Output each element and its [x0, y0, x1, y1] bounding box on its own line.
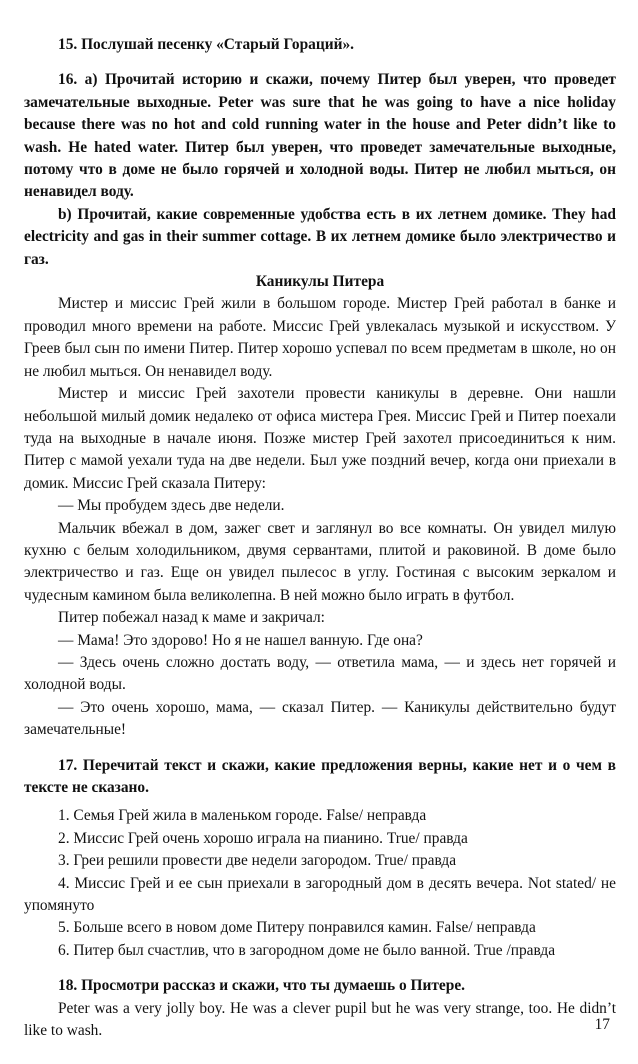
exercise-16b: b) Прочитай, какие современные удобства есть в их летнем домике. They had electricity and gas in their summer cottage. В их летнем домике было электричество и газ.	[24, 205, 616, 268]
exercise-17-item: 6. Питер был счастлив, что в загородном доме не было ванной. True /правда	[58, 941, 556, 959]
story-title: Каникулы Питера	[255, 273, 385, 291]
story-paragraph: Мистер и миссис Грей захотели провести каникулы в деревне. Они нашли небольшой милый домик недалеко от офиса мистера Грея. Миссис Грей и Питер поехали туда на выходные в начале июня. Позже мистер Грей захотел присоединиться к ним. Питер с мамой уехали туда на две недели. Был уже поздний вечер, когда они приехали в домик. Миссис Грей сказала Питеру:	[24, 385, 616, 492]
story-paragraph: Мистер и миссис Грей жили в большом городе. Мистер Грей работал в банке и проводил много времени на работе. Миссис Грей увлекалась музыкой и искусством. У Греев был сын по имени Питер. Питер хорошо успевал по всем предметам в школе, но он не любил мыться. Он ненавидел воду.	[24, 295, 616, 380]
story-paragraph: — Мы пробудем здесь две недели.	[58, 497, 285, 515]
story-paragraph: — Здесь очень сложно достать воду, — ответила мама, — и здесь нет горячей и холодной воды.	[24, 653, 616, 694]
exercise-15: 15. Послушай песенку «Старый Гораций».	[58, 36, 354, 53]
exercise-17-item: 3. Греи решили провести две недели загородом. True/ правда	[58, 852, 457, 870]
exercise-17-heading: 17. Перечитай текст и скажи, какие предложения верны, какие нет и о чем в тексте не сказано.	[24, 756, 616, 796]
story-paragraph: — Мама! Это здорово! Но я не нашел ванную. Где она?	[58, 631, 423, 649]
exercise-18-heading: 18. Просмотри рассказ и скажи, что ты думаешь о Питере.	[58, 977, 465, 995]
exercise-17-item: 1. Семья Грей жила в маленьком городе. False/ неправда	[58, 807, 427, 825]
story-paragraph: Питер побежал назад к маме и закричал:	[58, 609, 325, 627]
page-number: 17	[594, 1016, 610, 1033]
exercise-17-item: 4. Миссис Грей и ее сын приехали в загородный дом в десять вечера. Not stated/ не упомянуто	[24, 874, 616, 915]
exercise-18-text: Peter was a very jolly boy. He was a clever pupil but he was very strange, too. He didn’t like to wash.	[24, 999, 616, 1040]
exercise-17-item: 2. Миссис Грей очень хорошо играла на пианино. True/ правда	[58, 829, 468, 847]
story-paragraph: — Это очень хорошо, мама, — сказал Питер. — Каникулы действительно будут замечательные!	[24, 698, 616, 739]
exercise-16a: 16. а) Прочитай историю и скажи, почему Питер был уверен, что проведет замечательные выходные. Peter was sure that he was going to have a nice holiday because there was no hot and cold running water in the house and Peter didn’t like to wash. He hated water. Питер был уверен, что проведет замечательные выходные, потому что в доме не было горячей и холодной воды. Питер не любил мыться, он ненавидел воду.	[24, 71, 616, 201]
exercise-17-item: 5. Больше всего в новом доме Питеру понравился камин. False/ неправда	[58, 919, 536, 937]
story-paragraph: Мальчик вбежал в дом, зажег свет и заглянул во все комнаты. Он увидел милую кухню с белым холодильником, двумя сервантами, плитой и раковиной. В доме было электричество и газ. Еще он увидел пылесос в углу. Гостиная с высоким зеркалом и чудесным камином была великолепна. В ней можно было играть в футбол.	[24, 519, 616, 604]
